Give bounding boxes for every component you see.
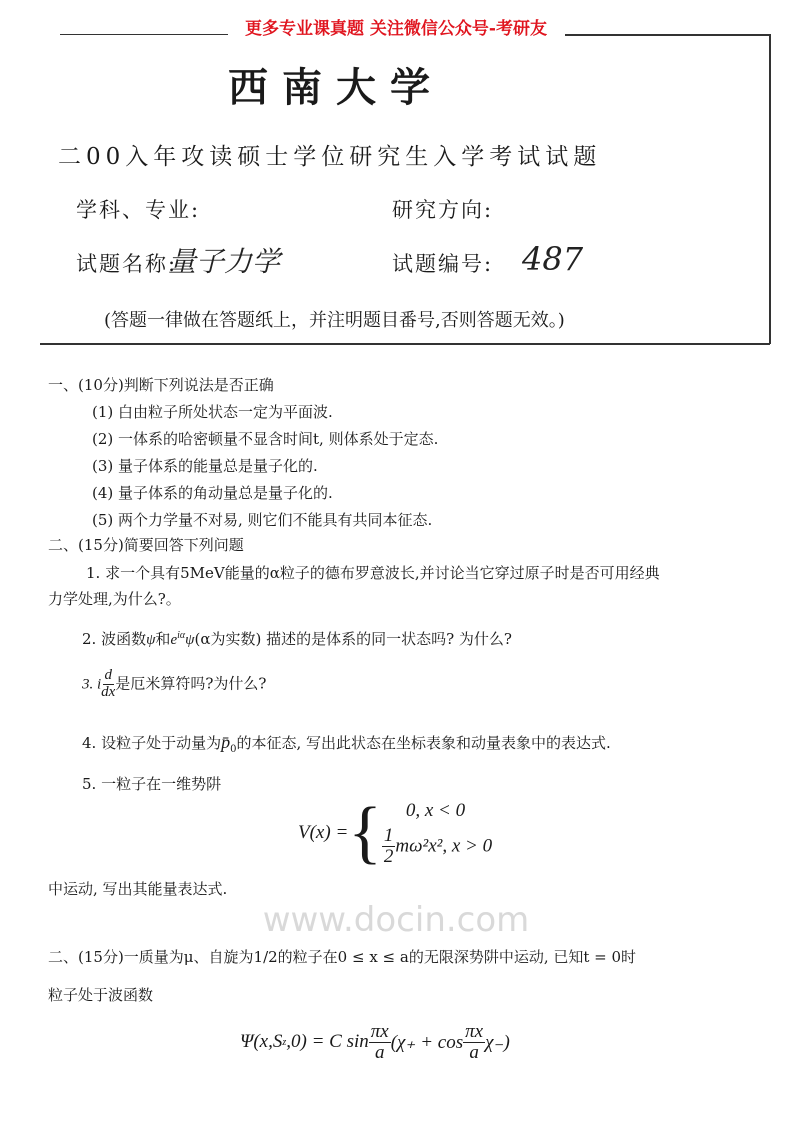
q1-line2: 力学处理,为什么?。 bbox=[48, 590, 181, 608]
answer-note: (答题一律做在答题纸上，并注明题目番号,否则答题无效。) bbox=[104, 310, 565, 331]
section1-item: (4) 量子体系的角动量总是量子化的. bbox=[92, 484, 333, 502]
university-name: 西南大学 bbox=[228, 64, 444, 111]
exam-name-label: 试题名称: bbox=[76, 252, 178, 276]
section1-item: (3) 量子体系的能量总是量子化的. bbox=[92, 457, 318, 475]
q1-line1: 1. 求一个具有5MeV能量的α粒子的德布罗意波长,并讨论当它穿过原子时是否可用经典 bbox=[86, 564, 660, 582]
watermark: www.docin.com bbox=[262, 900, 530, 940]
exam-title: 二00入年攻读硕士学位研究生入学考试试题 bbox=[58, 144, 602, 170]
section3-line2: 粒子处于波函数 bbox=[48, 986, 154, 1004]
section1-item: (1) 白由粒子所处状态一定为平面波. bbox=[92, 403, 333, 421]
section1-item: (5) 两个力学量不对易, 则它们不能具有共同本征态. bbox=[92, 511, 433, 529]
exam-name-value: 量子力学 bbox=[168, 245, 281, 278]
section1-heading: 一、(10分)判断下列说法是否正确 bbox=[48, 376, 274, 394]
q4: 4. 设粒子处于动量为$p̄_0$的本征态, 写出此状态在坐标表象和动量表象中的表达式. bbox=[82, 732, 611, 755]
exam-code-value: 487 bbox=[522, 240, 584, 278]
q3: 3. i $\frac{d}{dx}$ 是厄米算符吗?为什么? bbox=[82, 667, 267, 700]
left-brace: { bbox=[348, 794, 382, 871]
q2: 2. 波函数ψ和$e^{i\alpha}\psi(\alpha$为实数) 描述的是体系的同一状态吗? 为什么? bbox=[82, 630, 512, 648]
section2-heading: 二、(15分)简要回答下列问题 bbox=[48, 536, 244, 554]
potential-formula: V(x) = { 0, x < 0 $\frac{1}{2}$ mω²x², x > 0 bbox=[298, 794, 493, 871]
exam-code-label: 试题编号: bbox=[392, 252, 494, 276]
section3-line1: 二、(15分)一质量为μ、自旋为1/2的粒子在0 ≤ x ≤ a的无限深势阱中运动, 已知t = 0时 bbox=[48, 948, 637, 966]
q5: 5. 一粒子在一维势阱 bbox=[82, 775, 222, 793]
direction-label: 研究方向: bbox=[392, 198, 494, 222]
wavefunction-formula: Ψ(x,S z ,0) = C sin $\frac{\pi x}{a}$ (χ₊ + cos $\frac{\pi x}{a}$ χ₋) bbox=[240, 1021, 510, 1063]
promo-banner: 更多专业课真题 关注微信公众号-考研友 bbox=[245, 19, 547, 39]
section1-item: (2) 一体系的哈密顿量不显含时间t, 则体系处于定态. bbox=[92, 430, 439, 448]
q5-after: 中运动, 写出其能量表达式. bbox=[48, 880, 228, 898]
subject-label: 学科、专业: bbox=[76, 198, 201, 222]
